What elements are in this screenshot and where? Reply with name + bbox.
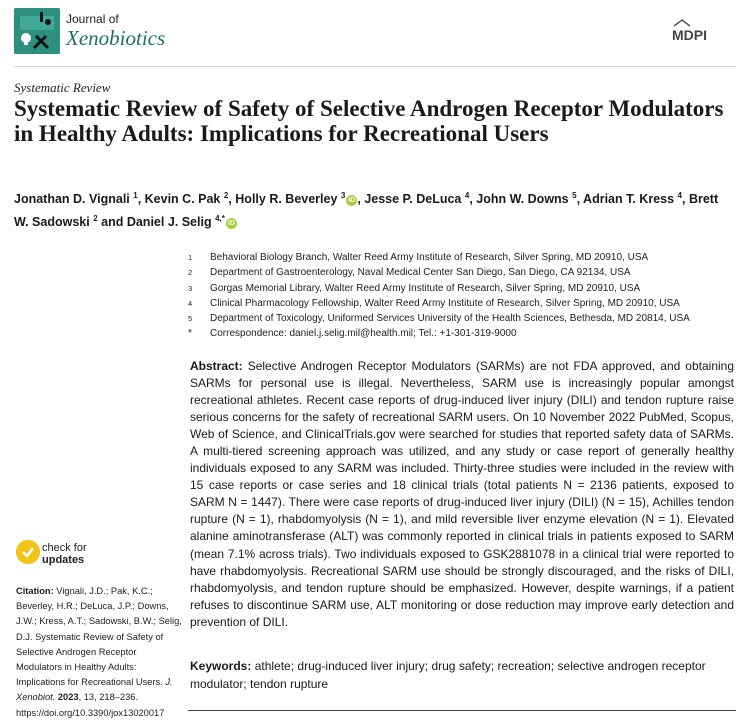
affiliation-text: Department of Gastroenterology, Naval Medical Center San Diego, San Diego, CA 92134, USA xyxy=(210,267,631,279)
author-list xyxy=(14,186,734,232)
author-affiliation-sup: 1 xyxy=(133,191,138,200)
author-name: Brett W. Sadowski xyxy=(14,192,719,230)
keywords-label: Keywords: xyxy=(190,659,252,673)
citation-year: 2023 xyxy=(57,692,79,703)
author-affiliation-sup: 4,* xyxy=(215,214,225,224)
affiliation-number: 1 xyxy=(188,253,193,262)
publisher-logo xyxy=(670,16,730,44)
author-name: John W. Downs xyxy=(476,192,569,207)
author-separator: , xyxy=(137,192,145,207)
publisher-name: MDPI xyxy=(672,27,707,43)
footer-divider xyxy=(188,710,736,711)
author-affiliation-sup: 4 xyxy=(677,191,682,200)
abstract-label: Abstract: xyxy=(190,359,243,373)
affiliation-number: 3 xyxy=(188,283,193,293)
author-affiliation-sup: 4 xyxy=(464,191,470,200)
citation-text: Vignali, J.D.; Pak, K.C.; Beverley, H.R.; DeLuca, J.P.; Downs, J.W.; Kress, A.T.; Sadowski, B.W.; Selig, D.J. Systematic Review of Safety of Selective Androgen Receptor Modulators in Healthy Adults: Implications for Recreational Users. xyxy=(16,586,182,688)
keywords-text: athlete; drug-induced liver injury; drug safety; recreation; selective androgen receptor modulator; tendon rupture xyxy=(190,659,706,691)
affiliation-number: 5 xyxy=(188,314,193,324)
journal-prefix: Journal of xyxy=(66,12,119,26)
author-separator: , xyxy=(357,192,365,207)
author-name: Daniel J. Selig xyxy=(126,215,212,230)
affiliation-text: Clinical Pharmacology Fellowship, Walter Reed Army Institute of Research, Silver Spring, MD 20910, USA xyxy=(210,297,680,309)
author-separator: , xyxy=(469,192,477,207)
author-name: Adrian T. Kress xyxy=(583,192,675,207)
affiliation-row xyxy=(188,296,736,311)
citation-doi-link[interactable]: https://doi.org/10.3390/jox13020017 xyxy=(16,707,165,718)
citation-journal: J. Xenobiot. xyxy=(16,677,173,703)
author-separator: and xyxy=(97,215,127,230)
affiliation-number: 4 xyxy=(188,298,193,308)
affiliation-row xyxy=(188,281,736,296)
article-title: Systematic Review of Safety of Selective Androgen Receptor Modulators in Healthy Adults: Implications for Recreational Users xyxy=(14,96,724,146)
affiliation-number: * xyxy=(188,328,192,340)
affiliation-row xyxy=(188,265,736,280)
author-separator: , xyxy=(228,192,236,207)
affiliation-text: Behavioral Biology Branch, Walter Reed Army Institute of Research, Silver Spring, MD 20910, USA xyxy=(210,252,649,263)
author-affiliation-sup: 2 xyxy=(93,214,98,224)
author-name: Holly R. Beverley xyxy=(235,192,338,207)
abstract xyxy=(190,358,734,631)
affiliations xyxy=(188,250,736,342)
affiliation-text: Department of Toxicology, Uniformed Services University of the Health Sciences, Bethesda, MD 20814, USA xyxy=(210,313,690,325)
author-name: Kevin C. Pak xyxy=(144,192,221,207)
affiliation-text: Gorgas Memorial Library, Walter Reed Army Institute of Research, Silver Spring, MD 20910, USA xyxy=(210,282,641,294)
affiliation-number: 2 xyxy=(188,268,193,278)
check-label-1: check for xyxy=(42,542,87,554)
citation-block xyxy=(16,584,182,721)
check-updates-icon xyxy=(16,540,40,564)
orcid-icon[interactable]: iD xyxy=(348,197,356,205)
author-separator: , xyxy=(576,192,584,207)
author-affiliation-sup: 3 xyxy=(340,191,346,200)
header-divider xyxy=(14,66,736,67)
orcid-icon[interactable]: iD xyxy=(227,220,235,228)
author-affiliation-sup: 2 xyxy=(223,191,229,200)
affiliation-row xyxy=(188,311,736,326)
affiliation-row xyxy=(188,326,736,341)
check-for-updates-button[interactable] xyxy=(16,540,136,574)
citation-label: Citation: xyxy=(16,586,54,596)
author-separator: , xyxy=(682,192,689,207)
abstract-text: Selective Androgen Receptor Modulators (SARMs) are not FDA approved, and obtaining SARMs for personal use is illegal. Nevertheless, SARM use is increasingly popular amongst recreational athletes. Recent case reports of drug-induced liver injury (DILI) and tendon rupture raise serious concerns for the safety of recreational SARM users. On 10 November 2022 PubMed, Scopus, Web of Science, and ClinicalTrials.gov were searched for studies that reported safety data of SARMs. A multi-tiered screening approach was utilized, and any study or case report of generally healthy individuals exposed to any SARM was included. Thirty-three studies were included in the review with 15 case reports or case series and 18 clinical trials (total patients N = 2136 patients, exposed to SARM N = 1447). There were case reports of drug-induced liver injury (DILI) (N = 15), Achilles tendon rupture (N = 1), rhabdomyolysis (N = 1), and mild reversible liver enzyme elevation (N = 1). Elevated alanine aminotransferase (ALT) was commonly reported in clinical trials in patients exposed to SARM (mean 7.1% across trials). Two individuals exposed to GSK2881078 in a clinical trial were reported to have rhabdomyolysis. Recreational SARM use should be strongly discouraged, and the risks of DILI, rhabdomyolysis, and tendon rupture should be emphasized. However, despite warnings, if a patient refuses to discontinue SARM use, ALT monitoring or dose reduction may improve early detection and prevention of DILI. xyxy=(190,359,735,629)
citation-volume: , 13, 218–236. xyxy=(78,692,139,703)
author-name: Jonathan D. Vignali xyxy=(14,192,130,207)
affiliation-row xyxy=(188,250,736,265)
article-type: Systematic Review xyxy=(14,80,111,95)
affiliation-text: Correspondence: daniel.j.selig.mil@health.mil; Tel.: +1-301-319-9000 xyxy=(210,328,517,340)
author-affiliation-sup: 5 xyxy=(572,191,577,200)
journal-logo-icon xyxy=(14,8,60,54)
journal-name: Xenobiotics xyxy=(66,26,166,50)
author-name: Jesse P. DeLuca xyxy=(364,192,462,207)
check-label-2: updates xyxy=(42,554,85,566)
keywords xyxy=(190,658,734,693)
